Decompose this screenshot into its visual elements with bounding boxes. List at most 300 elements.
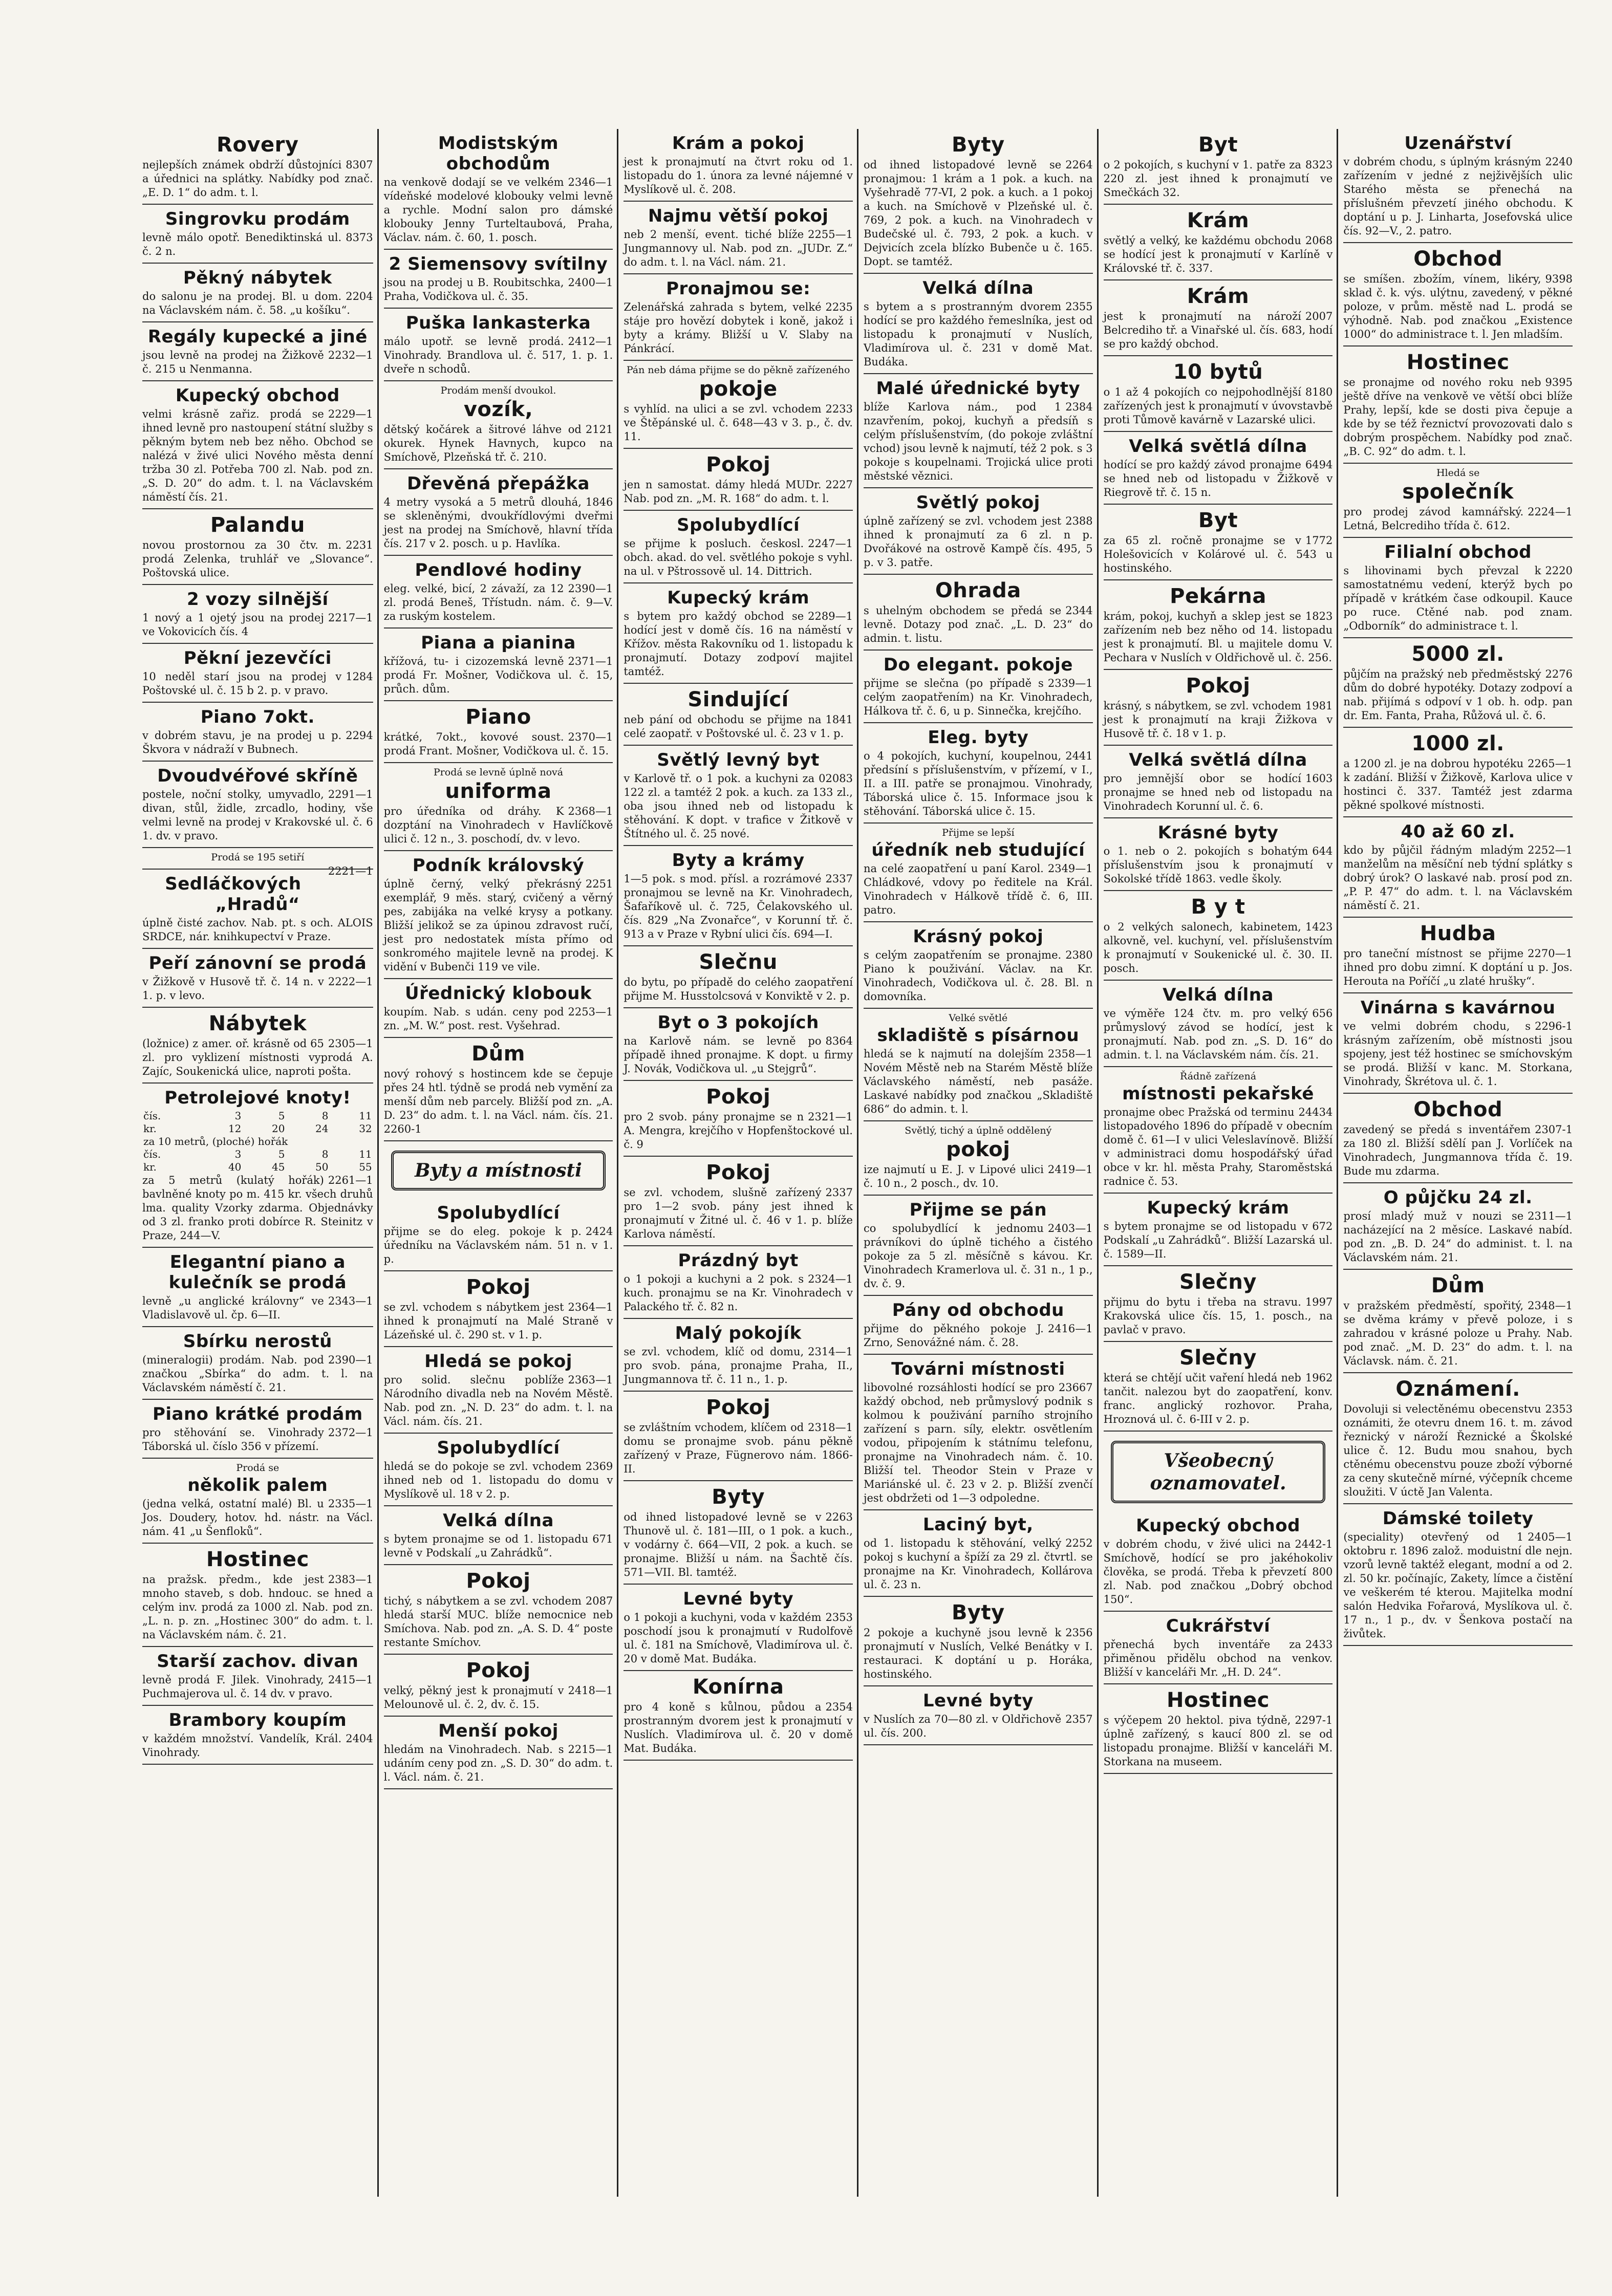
ad-headline: Piano krátké prodám — [152, 1404, 363, 1424]
ad-headline: B y t — [1191, 895, 1245, 919]
ad-body — [1343, 1299, 1573, 1368]
classified-ad — [142, 1544, 373, 1647]
ad-body — [384, 1373, 613, 1428]
ad-body — [1104, 699, 1333, 741]
ad-number: 2358—1 — [1047, 1048, 1093, 1060]
ad-body — [142, 1037, 373, 1078]
ad-text: jsou levně na prodej na Žižkově č. 215 u Nenmanna. — [142, 349, 324, 375]
ad-headline: Sbírku nerostů — [183, 1331, 332, 1352]
ad-body — [142, 231, 373, 258]
ad-headline: Starší zachov. divan — [157, 1651, 359, 1672]
ad-headline: Piana a pianina — [421, 633, 576, 653]
ad-body — [1343, 1209, 1573, 1265]
ad-text: s vyhlíd. na ulici a se zvl. vchodem ve Štěpánské ul. č. 648—43 v 3. p., č. dv. 11. — [624, 403, 853, 443]
ad-preline: Pán neb dáma přijme se do pěkně zařízeného — [626, 364, 850, 376]
classified-ad — [624, 1008, 853, 1081]
ad-body — [1104, 1106, 1333, 1188]
ad-body — [864, 400, 1093, 483]
ad-body — [864, 1163, 1093, 1190]
classified-ad — [384, 1655, 613, 1717]
ad-headline: Byty — [951, 133, 1005, 157]
ad-headline: Elegantní piano a kulečník se prodá — [168, 1252, 347, 1293]
ad-body — [1104, 234, 1333, 275]
ad-number: 2441 — [1065, 750, 1093, 762]
classified-ad — [864, 723, 1093, 824]
ad-text: levně málo opotř. Benediktinská ul. č. 2 n. — [142, 231, 342, 257]
classified-ad — [142, 644, 373, 703]
ad-text: Dovoluji si velectěnému obecenstvu oznámiti, že otevru dnem 16. t. m. závod řeznický v nároží Řeznické a Školské ulice č. 12. Budu mou snahou, bych ctěnému obecenstvu pouze zboží výborné za ceny skutečně mírné, výčepník chceme sloužiti. V úctě Jan Valenta. — [1343, 1403, 1573, 1498]
classified-ad — [624, 1319, 853, 1392]
classified-ad — [864, 1121, 1093, 1196]
ad-body — [624, 300, 853, 356]
ad-number: 1997 — [1305, 1296, 1333, 1308]
ad-headline: Pronajmou se: — [666, 278, 811, 299]
ad-number: 1823 — [1305, 610, 1333, 622]
ad-number: 1603 — [1305, 772, 1333, 785]
classified-ad — [384, 556, 613, 629]
ad-body — [142, 1353, 373, 1395]
ad-headline: Singrovku prodám — [165, 209, 350, 229]
ad-number: 2263 — [825, 1511, 853, 1523]
ad-headline: Modistským obchodům — [438, 133, 559, 174]
ad-preline: Prodá se — [236, 1462, 280, 1474]
ad-body — [384, 1460, 613, 1501]
price-cell: 20 — [272, 1122, 285, 1135]
ad-body — [624, 1421, 853, 1476]
classified-ad — [864, 129, 1093, 274]
ad-number: 2412—1 — [568, 335, 613, 348]
ad-number: 8373 — [346, 231, 373, 244]
ad-number: 2383—1 — [328, 1573, 373, 1586]
ad-body — [624, 1700, 853, 1756]
ad-number: 2368—1 — [568, 805, 613, 817]
classified-ad — [384, 701, 613, 763]
ad-headline: Malý pokojík — [675, 1323, 802, 1344]
ad-headline: Dámské toilety — [1382, 1508, 1534, 1529]
ad-body — [864, 1322, 1093, 1350]
ad-number: 1962 — [1305, 1372, 1333, 1384]
ad-headline: Krásné byty — [1157, 822, 1279, 843]
ad-text: pro jemnější obor se hodící pronajme se hned neb od listopadu na Vinohradech Korunní ul. č. 6. — [1103, 772, 1333, 812]
ad-headline: Rovery — [217, 133, 299, 157]
ad-headline: Pokoj — [466, 1275, 531, 1299]
ad-body — [1104, 1295, 1333, 1337]
ad-preline: Velké světlé — [949, 1012, 1008, 1024]
ad-text: levně „u anglické královny“ ve Vladislavově ul. čp. 6—II. — [142, 1295, 324, 1321]
ad-body — [384, 276, 613, 304]
ad-column — [137, 129, 377, 2197]
classified-ad — [142, 1008, 373, 1084]
ad-text: 1 nový a 1 ojetý jsou na prodej ve Vokovicích čís. 4 — [142, 612, 324, 638]
ad-number: 2343—1 — [328, 1295, 373, 1307]
ad-headline: Menší pokoj — [438, 1721, 558, 1741]
ad-number: 2380 — [1065, 949, 1093, 961]
ad-preline: Prodá se 195 setiří — [211, 852, 305, 863]
ad-headline: Pěkný nábytek — [183, 268, 332, 288]
classified-ad — [864, 488, 1093, 575]
ad-headline: Velká dílna — [922, 278, 1034, 298]
ad-text: co spolubydlící k jednomu právníkovi do úplně tichého a čistého pokoje za 5 zl. měsíčně s kávou. Kr. Vinohradech Kramerlova ul. č. 31 n., 1 p., dv. č. 9. — [863, 1222, 1093, 1290]
ad-column — [1337, 129, 1577, 2197]
ad-body — [624, 713, 853, 741]
classified-ad — [142, 949, 373, 1008]
ad-text: pro prodej závod kamnářský. Letná, Belcrediho třída č. 612. — [1343, 506, 1524, 532]
ad-text: se zvláštním vchodem, klíčem od domu se pronajme svob. pánu pěkně zařízený v Praze, Fügnerovo nám. 1866-II. — [624, 1421, 853, 1475]
ad-body — [864, 604, 1093, 645]
classified-ad — [624, 202, 853, 274]
classified-ad — [864, 922, 1093, 1009]
ad-text: pro solid. slečnu poblíže Národního divadla neb na Novém Městě. Nab. pod zn. „N. D. 23“ do adm. t. l. na Václ. nám. čís. 21. — [383, 1374, 613, 1427]
ad-headline: Spolubydlící — [437, 1438, 560, 1458]
ad-number: 1772 — [1305, 534, 1333, 547]
classified-ad — [624, 511, 853, 583]
ad-body — [624, 1186, 853, 1241]
classified-ad — [864, 651, 1093, 723]
classified-ad — [384, 629, 613, 701]
classified-ad — [864, 374, 1093, 488]
ad-number: 2215—1 — [568, 1743, 613, 1756]
ad-body — [1104, 1371, 1333, 1426]
ad-body — [624, 1345, 853, 1387]
ad-text: levně prodá F. Jilek. Vinohrady, Puchmajerova ul. č. 14 dv. v pravo. — [142, 1674, 333, 1700]
classified-ad — [1104, 1342, 1333, 1432]
ad-text: (mineralogii) prodám. Nab. pod značkou „Sbírka“ do adm. t. l. na Václavském náměstí č. 21. — [142, 1354, 373, 1394]
classified-ad — [1104, 1194, 1333, 1266]
ad-headline: Pokoj — [706, 1161, 771, 1184]
ad-body — [1343, 757, 1573, 812]
ad-number: 2264 — [1065, 159, 1093, 171]
ad-text: za 5 metrů (kulatý hořák) bavlněné knoty po m. 415 kr. všech druhů lma. quality Vzorky zdarma. Objednávky od 3 zl. franko proti dobírce R. Steinitz v Praze, 244—V. — [142, 1174, 373, 1242]
ad-headline: Krám — [1187, 285, 1250, 308]
ad-number: 2311—1 — [1528, 1210, 1573, 1222]
ad-number: 2233 — [825, 403, 853, 415]
ad-text: o 1. neb o 2. pokojích s bohatým příslušenstvím jsou k pronajmutí v Sokolské třídě 1863. vedle školy. — [1103, 845, 1333, 885]
classified-ad — [1104, 580, 1333, 670]
ad-number: 2335—1 — [328, 1498, 373, 1510]
price-cell: 11 — [359, 1110, 372, 1122]
price-cell: 55 — [359, 1161, 372, 1173]
ad-number: 2220 — [1545, 565, 1573, 577]
ad-headline: Obchod — [1413, 1098, 1503, 1121]
ad-text: jsou na prodej u B. Roubitschka, Praha, Vodičkova ul. č. 35. — [383, 276, 564, 302]
ad-text: v Nuslích za 70—80 zl. v Oldřichově ul. čís. 200. — [863, 1713, 1062, 1739]
ad-body — [142, 538, 373, 580]
ad-text: do bytu, po případě do celého zaopatření přijme M. Husstolcsová v Konviktě v 2. p. — [624, 976, 853, 1002]
ad-body — [1104, 844, 1333, 886]
ad-text: o 4 pokojích, kuchyní, koupelnou, předsíní s příslušenstvím, v přízemí, v I., II. a III. patře se pronajmou. Vinohrady, Táborská ulice č. 15. Informace jsou k stěhování. Táborská ulice č. 15. — [863, 750, 1093, 817]
ad-text: se přijme k posluch. českosl. obch. akad. do vel. světlého pokoje s vyhl. na ul. v Pštrossově ul. 14. Dittrich. — [624, 537, 853, 577]
ad-text: dětský kočárek a šitrové láhve od okurek. Hynek Havnych, kupco na Smíchově, Plzeňská tř. č. 210. — [383, 423, 613, 463]
price-cell: 45 — [272, 1161, 285, 1173]
ad-number: 2276 — [1545, 668, 1573, 680]
ad-text: libovolné rozsáhlosti hodící se pro každý obchod, neb průmyslový podnik s kolmou k použivání parního strojního zařízení s parn. síly, elektr. osvětlením vodou, připojením k státnímu telefonu, pronajme na Vinohradech nám. č. 10. Bližší tel. Theodor Stein v Praze v Mariánské ul. č. 23 v 2. p. Bližší zvenčí jest obdržeti od 1—3 odpoledne. — [863, 1381, 1093, 1504]
classified-ad — [384, 1271, 613, 1347]
classified-ad — [1343, 243, 1573, 346]
ad-headline: Sindující — [687, 688, 789, 711]
classified-ad — [142, 129, 373, 205]
ad-headline: Do elegant. pokoje — [883, 655, 1073, 675]
classified-ad — [142, 762, 373, 848]
ad-headline: Velká dílna — [443, 1510, 554, 1531]
classified-ad — [1104, 1067, 1333, 1194]
ad-body — [1104, 158, 1333, 200]
classified-ad — [1343, 1183, 1573, 1270]
ad-text: jest k pronajmutí na čtvrt roku od 1. listopadu do 1. února za levné nájemné v Myslíkově ul. č. 208. — [624, 156, 853, 196]
ad-body — [1104, 920, 1333, 976]
ad-number: 1841 — [825, 713, 853, 726]
classified-ad — [142, 1459, 373, 1544]
ad-number: 2305—1 — [328, 1037, 373, 1050]
classified-ad — [142, 322, 373, 381]
ad-number: 2357 — [1065, 1713, 1093, 1725]
ad-text: přijme se slečna (po případě s celým zaopatřením) na Kr. Vinohradech, Hálkova tř. č. 6, u p. Sinnečka, krejčího. — [863, 677, 1093, 717]
ad-number: 2416—1 — [1047, 1323, 1093, 1335]
ad-number: 2321—1 — [808, 1111, 853, 1123]
classified-ad — [1343, 1504, 1573, 1646]
ad-text: přijmu do bytu i třeba na stravu. Krakovská ulice čís. 15, 1. posch., na pavlač v pravo. — [1103, 1296, 1333, 1336]
ad-headline: Kupecký krám — [667, 588, 810, 608]
ad-text: v Karlově tř. o 1 pok. a kuchyni za 122 zl. a tamtéž 2 pok. a kuch. za 133 zl., oba jsou ihned neb od listopadu k stěhování. K dopt. v trafice v Žitkově v Štítného ul. č. 25 nové. — [624, 772, 853, 840]
classified-ad — [142, 1248, 373, 1327]
ad-headline: úředník neb studující — [871, 840, 1085, 860]
price-cell: 50 — [315, 1161, 329, 1173]
ad-body — [1343, 1020, 1573, 1089]
ad-headline: Laciný byt, — [922, 1514, 1034, 1535]
ad-headline: Hostinec — [206, 1548, 309, 1571]
ad-preline: Řádně zařízená — [1179, 1071, 1257, 1082]
ad-body — [624, 610, 853, 679]
ad-text: pro úředníka od dráhy. K dozptání na Vinohradech v Havlíčkově ulici č. 12 n., 3. poschodí, dv. v levo. — [383, 805, 613, 845]
ad-body — [384, 1067, 613, 1136]
ad-headline: Továrni místnosti — [891, 1359, 1065, 1379]
ad-body — [384, 1743, 613, 1784]
ad-number: 2240 — [1545, 156, 1573, 168]
ad-text: do salonu je na prodej. Bl. u dom. na Václavském nám. č. 58. „u košíku“. — [142, 290, 350, 316]
ad-number: 8323 — [1305, 159, 1333, 171]
ad-text: Zelenářská zahrada s bytem, velké stáje pro hovězí dobytek i koně, jakož i byty a krámy. Bližší u V. Slaby na Pánkrácí. — [624, 301, 853, 355]
classified-ad — [384, 1347, 613, 1434]
ad-number: 2353 — [825, 1611, 853, 1623]
classified-ad — [1104, 280, 1333, 356]
classified-ad — [384, 1038, 613, 1141]
classified-ad — [1343, 538, 1573, 638]
classified-ad — [1104, 1684, 1333, 1774]
price-cell: 5 — [278, 1148, 285, 1160]
ad-preline: Světlý, tichý a úplně oddělený — [905, 1125, 1052, 1136]
section-banner: Všeobecný oznamovatel. — [1111, 1441, 1326, 1503]
ad-body — [624, 772, 853, 841]
ad-number: 2068 — [1305, 234, 1333, 247]
ad-number: 671 — [592, 1533, 613, 1545]
ad-headline: Regály kupecké a jiné — [147, 327, 368, 347]
ad-number: 2369 — [585, 1460, 613, 1472]
ad-headline: Nábytek — [208, 1012, 307, 1035]
ad-text: eleg. velké, bicí, 2 závaží, za 12 zl. prodá Beneš, Třístudn. nám. č. 9—V. za ruským kostelem. — [383, 582, 613, 622]
ad-body — [142, 1673, 373, 1701]
ad-headline: Velká světlá dílna — [1129, 436, 1307, 457]
ad-body — [142, 729, 373, 756]
ad-text: přijme do pěkného pokoje J. Zrno, Senovážné nám. č. 28. — [863, 1323, 1044, 1349]
ad-headline: Pokoj — [706, 453, 771, 476]
ad-preline: Hledá se — [1436, 467, 1480, 479]
ad-body — [142, 1497, 373, 1539]
ad-headline: Pendlové hodiny — [415, 560, 582, 580]
classified-ad — [624, 1585, 853, 1671]
ad-text: s bytem a s prostranným dvorem hodící se pro každého řemeslníka, jest od listopadu k pronajmutí v Nuslích, Vladimírova ul. č. 231 v domě Mat. Budáka. — [863, 300, 1093, 368]
ad-body — [624, 1272, 853, 1314]
ad-text: přijme se do eleg. pokoje k p. úředníku na Václavském nám. 51 n. v 1. p. — [383, 1225, 613, 1265]
ad-headline: Malé úřednické byty — [876, 378, 1081, 399]
ad-text: a 1200 zl. je na dobrou hypotéku k zadání. Bližší v Žižkově, Karlova ulice v hostinci č. 337. Tamtéž jest zdarma pěkné spolkové místnosti. — [1343, 757, 1573, 811]
ad-headline: uniforma — [445, 779, 552, 803]
classified-ad — [1104, 818, 1333, 891]
classified-ad — [142, 205, 373, 264]
ad-column — [857, 129, 1097, 2197]
ad-number: 2349—1 — [1047, 862, 1093, 875]
ad-body — [624, 228, 853, 269]
ad-text: neb pání od obchodu se přijme na celé zaopatř. v Poštovské ul. č. 23 v 1. p. — [624, 713, 844, 740]
ad-number: 2087 — [585, 1595, 613, 1607]
price-cell: čís. — [143, 1148, 161, 1160]
ad-column — [617, 129, 857, 2197]
ad-headline: 10 bytů — [1173, 360, 1263, 384]
ad-body — [142, 1174, 373, 1243]
ad-text: (speciality) otevřený od 1 oktobru r. 1896 založ. moduistní dle nejn. vzorů levně taktéž elegant, modní a od 2. zl. 50 kr. počínajíc, Zakety, límce a čistění ve veškerém té kterou. Majitelka modní salón Hedvika Fořarová, Myslíkova ul. č. 17 n., 1 p., dv. v Šenkova postačí na živůtek. — [1343, 1531, 1573, 1640]
ad-number: 8307 — [346, 159, 373, 171]
ad-headline: Dvoudvéřové skříně — [157, 766, 358, 786]
ad-text: na venkově dodají se ve velkém vídeňské modelové klobouky velmi levně a rychle. Modní salon pro dámské klobouky Jenny Turteltaubová, Praha, Václav. nám. č. 60, 1. posch. — [383, 176, 613, 244]
classified-ad — [142, 703, 373, 762]
classified-ad — [1104, 891, 1333, 981]
ad-headline: Obchod — [1413, 247, 1503, 271]
ad-text: od ihned listopadové levně se pronajmou: 1 krám a 1 pok. a kuch. na Vyšehradě 77-VI, 2 pok. a kuch. a 1 pokoj a kuch. na Smíchově v Plzeňské ul. č. 769, 2 pok. a kuch. na Vinohradech v Budečské ul. č. 793, 2 pok. a kuch. v Dejvicích zcela blízko Bubenče u č. 165. Dopt. se tamtéž. — [863, 159, 1093, 268]
ad-text: úplně zařízený se zvl. vchodem jest ihned k pronajmutí za 6 zl. n p. Dvořákové na ostrově Kampě čís. 495, 5 p. v 3. patře. — [863, 515, 1093, 569]
ad-number: 02083 — [819, 772, 853, 785]
classified-ad — [142, 381, 373, 509]
ad-headline: Byty a krámy — [672, 850, 805, 871]
classified-ad — [864, 1510, 1093, 1597]
ad-headline: Filialní obchod — [1384, 542, 1532, 562]
ad-headline: Slečnu — [699, 950, 778, 974]
classified-ad — [384, 309, 613, 381]
ad-number: 2403—1 — [1047, 1222, 1093, 1234]
ad-text: s bytem pronajme se od 1. listopadu levně v Podskalí „u Zahrádků“. — [383, 1533, 589, 1559]
classified-ad — [624, 449, 853, 511]
classified-ad — [142, 848, 373, 877]
classified-ad — [1343, 638, 1573, 728]
ad-number: 2227 — [825, 479, 853, 491]
price-cell: 24 — [315, 1122, 329, 1135]
ad-headline: Hostinec — [1406, 351, 1510, 374]
ad-body — [384, 877, 613, 974]
ad-number: 2370—1 — [568, 731, 613, 743]
ad-body — [384, 730, 613, 758]
ad-body — [384, 582, 613, 623]
ad-headline: Byt — [1198, 509, 1238, 532]
ad-headline: Pokoj — [1186, 674, 1251, 698]
ad-body — [384, 423, 613, 464]
ad-body — [1343, 155, 1573, 238]
ad-headline: Pány od obchodu — [892, 1300, 1064, 1320]
ad-text: tichý, s nábytkem a se zvl. vchodem hledá starší MUC. blíže nemocnice neb Smíchova. Nab. pod zn. „A. S. D. 4“ poste restante Smíchov. — [383, 1595, 613, 1649]
ad-text: se pronajme od nového roku neb ještě dříve na venkově ve větší obci blíže Prahy, lepší, kde se dosti piva čepuje a kde by se též řeznictví provozovati dalo s dobrým prospěchem. Nabídky pod znač. „B. C. 92“ do adm. t. l. — [1343, 376, 1573, 458]
price-cell: kr. — [143, 1161, 157, 1173]
classified-ad — [1104, 356, 1333, 432]
classified-ad — [142, 870, 373, 949]
ad-headline: O půjčku 24 zl. — [1383, 1187, 1533, 1208]
ad-headline: Byty — [712, 1485, 765, 1509]
ad-number: 2294 — [346, 729, 373, 742]
ad-body — [1104, 1714, 1333, 1769]
classified-ad — [1343, 464, 1573, 538]
ad-headline: místnosti pekařské — [1122, 1084, 1314, 1104]
ad-body — [142, 1294, 373, 1322]
ad-headline: Brambory koupím — [168, 1710, 347, 1730]
classified-ad — [384, 129, 613, 250]
ad-text: ve výměře 124 čtv. m. pro velký průmyslový závod se hodící, jest k pronajmutí. Nab. pod zn. „S. D. 16“ do admin. t. l. na Václavském nám. čís. 21. — [1103, 1007, 1333, 1061]
ad-body — [624, 478, 853, 506]
ad-number: 6494 — [1305, 459, 1333, 471]
ad-body — [864, 749, 1093, 818]
classified-ad — [384, 979, 613, 1038]
classified-ad — [624, 1246, 853, 1319]
price-cell: 32 — [359, 1122, 372, 1135]
classified-ad — [864, 1296, 1093, 1355]
ad-number: 24434 — [1298, 1106, 1333, 1118]
ad-number: 2265—1 — [1528, 757, 1573, 770]
price-cell: čís. — [143, 1110, 161, 1122]
ad-headline: Pekárna — [1170, 584, 1266, 608]
ad-number: 672 — [1312, 1220, 1333, 1232]
ad-number: 2418—1 — [568, 1684, 613, 1697]
ad-number: 2356 — [1065, 1627, 1093, 1639]
ad-number: 2372—1 — [328, 1426, 373, 1439]
classified-ad — [624, 274, 853, 361]
ad-text: se smíšen. zbožím, vínem, likéry, sklad č. k. výs. ulýtnu, zavedený, v pěkné poloze, v prům. městě nad L. prodá se výhodně. Nab. pod značkou „Existence 1000“ do administrace t. l. Jen mladším. — [1343, 273, 1573, 340]
ad-number: 8180 — [1305, 386, 1333, 398]
ad-text: za 65 zl. ročně pronajme se v Holešovicích v Kolárové ul. č. 543 u hostinského. — [1103, 534, 1333, 574]
ad-body — [142, 349, 373, 376]
ad-text: (jedna velká, ostatní malé) Bl. u Jos. Doudery, hotov. hd. nástr. na Václ. nám. 41 „u Šenfloků“. — [142, 1498, 373, 1537]
ad-headline: 1000 zl. — [1411, 732, 1504, 755]
ad-number: 2384 — [1065, 401, 1093, 413]
ad-text: hledá se k najmutí na dolejším Novém Městě neb na Starém Městě blíže Václavského náměstí, neb pasáže. Laskavé nabídky pod značkou „Skladiště 686“ do admin. t. l. — [863, 1048, 1093, 1115]
ad-number: 2224—1 — [1528, 506, 1573, 518]
ad-headline: 40 až 60 zl. — [1401, 821, 1515, 842]
ad-text: hodící se pro každý závod pronajme se hned neb od listopadu v Žižkově v Riegrově tř. č. 15 n. — [1103, 459, 1333, 499]
ad-headline: 2 vozy silnější — [186, 589, 329, 610]
ad-number: 2419—1 — [1047, 1163, 1093, 1176]
ad-text: v každém množství. Vandelík, Král. Vinohrady. — [142, 1732, 342, 1759]
ad-text: krásný, s nábytkem, se zvl. vchodem jest k pronajmutí na kraji Žižkova v Husově tř. č. 18 v 1. p. — [1103, 700, 1333, 740]
ad-text: v dobrém chodu, v živé ulici na Smíchově, hodící se pro jakéhokoliv člověka, se prodá. Třeba k převzetí 800 zl. Nab. pod značkou „Dobrý obchod 150“. — [1103, 1538, 1333, 1606]
ad-text: na pražsk. předm., kde jest mnoho staveb, s dob. hndouc. se hned a celým inv. prodá za 1000 zl. Nab. pod zn. „L. n. p. zn. „Hostinec 300“ do adm. t. l. na Václavském nám. č. 21. — [142, 1573, 373, 1641]
section-banner: Byty a místnosti — [391, 1151, 606, 1190]
ad-body — [142, 916, 373, 944]
classified-ad — [1104, 432, 1333, 505]
ad-headline: 5000 zl. — [1411, 642, 1504, 666]
ad-text: půjčím na pražský neb předměstský dům do dobré hypotéky. Dotazy zodpoví a nab. přijímá s odpoví v 1 ob. h. odp. pan dr. Em. Fanta, Praha, Růžová ul. č. 6. — [1343, 668, 1573, 722]
classified-ad — [384, 250, 613, 309]
ad-body — [1104, 1638, 1333, 1679]
ad-headline: 2 Siemensovy svítilny — [389, 254, 608, 274]
ad-headline: Krásný pokoj — [913, 926, 1044, 947]
ad-text: zavedený se předá s inventářem za 180 zl. Bližší sdělí pan J. Vorlíček na Vinohradech, Jungmannova třída č. 19. Bude mu zdarma. — [1343, 1123, 1573, 1177]
ad-number: 1846 — [585, 496, 613, 508]
ad-headline: pokoje — [699, 377, 778, 401]
ad-number: 2229—1 — [328, 408, 373, 420]
classified-ad — [624, 1081, 853, 1157]
